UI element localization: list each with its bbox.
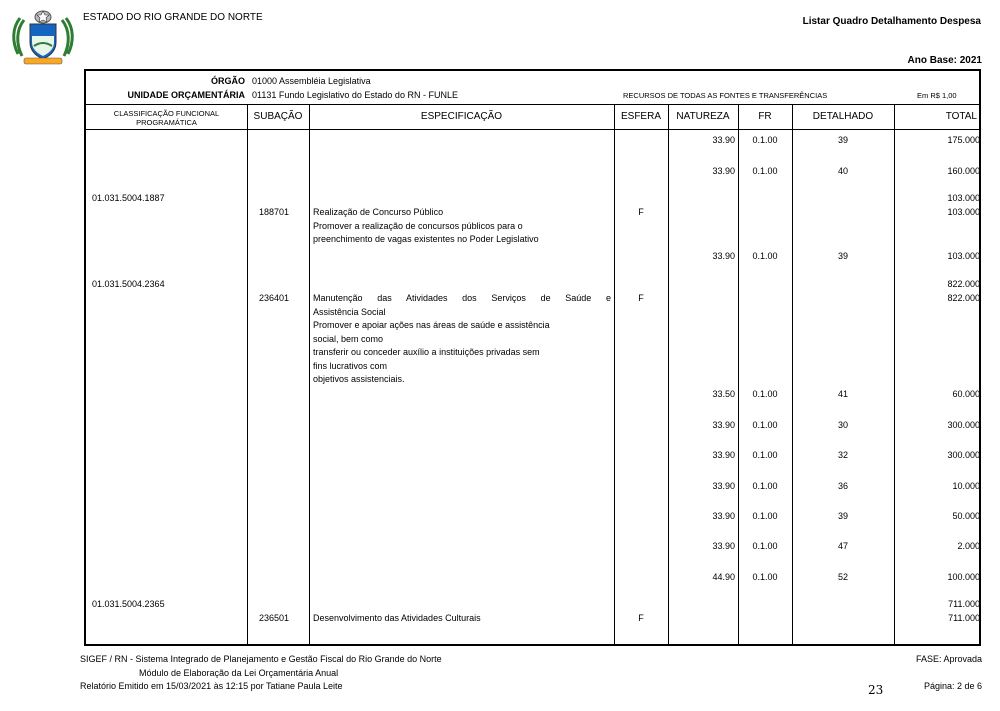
row-natureza: 33.90 xyxy=(712,481,735,491)
row-total: 160.000 xyxy=(947,166,980,176)
row-subacao: 236401 xyxy=(259,293,290,303)
row-total: 103.000 xyxy=(947,207,980,217)
row-total: 2.000 xyxy=(957,541,980,551)
unidade-value: 01131 Fundo Legislativo do Estado do RN - FUNLE xyxy=(252,90,458,100)
row-esfera: F xyxy=(638,293,644,303)
row-fonte-recurso: 0.1.00 xyxy=(752,166,778,176)
row-total: 300.000 xyxy=(947,420,980,430)
row-total: 60.000 xyxy=(952,389,980,399)
row-especificacao-line: fins lucrativos com xyxy=(313,360,388,371)
orgao-value: 01000 Assembléia Legislativa xyxy=(252,76,371,86)
row-subacao: 236501 xyxy=(259,613,290,623)
row-classificacao: 01.031.5004.1887 xyxy=(92,193,165,203)
row-total: 10.000 xyxy=(952,481,980,491)
row-classificacao: 01.031.5004.2365 xyxy=(92,599,165,609)
row-esfera: F xyxy=(638,613,644,623)
row-esfera: F xyxy=(638,207,644,217)
row-natureza: 33.90 xyxy=(712,251,735,261)
col-header-natureza: NATUREZA xyxy=(676,111,730,122)
col-header-especificacao: ESPECIFICAÇÃO xyxy=(420,111,503,122)
row-fonte-recurso: 0.1.00 xyxy=(752,481,778,491)
col-separator xyxy=(668,105,669,646)
row-fonte-recurso: 0.1.00 xyxy=(752,450,778,460)
row-fonte-recurso: 0.1.00 xyxy=(752,135,778,145)
row-natureza: 33.50 xyxy=(712,389,735,399)
row-detalhado: 39 xyxy=(837,251,848,261)
row-detalhado: 30 xyxy=(837,420,848,430)
col-separator xyxy=(614,105,615,646)
row-especificacao-line: Promover e apoiar ações nas áreas de saúde e assistência xyxy=(313,320,550,330)
header-bottom-rule xyxy=(86,129,979,130)
row-natureza: 33.90 xyxy=(712,420,735,430)
row-subacao: 188701 xyxy=(259,207,290,217)
currency-label: Em R$ 1,00 xyxy=(917,91,957,100)
base-year: Ano Base: 2021 xyxy=(907,55,982,66)
row-especificacao-line: Promover a realização de concursos públicos para o xyxy=(313,220,523,231)
col-separator xyxy=(792,105,793,646)
col-header-subacao: SUBAÇÃO xyxy=(253,111,303,122)
col-header-fr: FR xyxy=(758,111,772,122)
col-header-total: TOTAL xyxy=(945,111,977,122)
row-detalhado: 47 xyxy=(837,541,848,551)
row-fonte-recurso: 0.1.00 xyxy=(752,420,778,430)
row-detalhado: 36 xyxy=(837,481,848,491)
row-fonte-recurso: 0.1.00 xyxy=(752,511,778,521)
report-table-frame xyxy=(84,69,981,646)
col-separator xyxy=(309,105,310,646)
col-separator xyxy=(247,105,248,646)
row-fonte-recurso: 0.1.00 xyxy=(752,541,778,551)
row-total: 50.000 xyxy=(952,511,980,521)
col-header-classificacao-line1: CLASSIFICAÇÃO FUNCIONAL xyxy=(113,109,220,118)
footer-phase: FASE: Aprovada xyxy=(915,654,982,664)
row-total: 711.000 xyxy=(948,599,980,609)
row-especificacao-line: Desenvolvimento das Atividades Culturais xyxy=(313,613,481,623)
report-title: Listar Quadro Detalhamento Despesa xyxy=(802,16,981,27)
row-total: 100.000 xyxy=(947,572,980,582)
row-natureza: 33.90 xyxy=(712,541,735,551)
row-natureza: 33.90 xyxy=(712,450,735,460)
row-natureza: 33.90 xyxy=(712,511,735,521)
row-detalhado: 41 xyxy=(837,389,848,399)
unidade-label: UNIDADE ORÇAMENTÁRIA xyxy=(127,90,245,100)
row-especificacao-line: transferir ou conceder auxílio a instituições privadas sem xyxy=(313,347,540,357)
footer-page-indicator: Página: 2 de 6 xyxy=(923,681,982,691)
row-detalhado: 40 xyxy=(837,166,848,176)
state-name: ESTADO DO RIO GRANDE DO NORTE xyxy=(83,12,263,23)
row-total: 711.000 xyxy=(948,613,980,623)
row-natureza: 44.90 xyxy=(712,572,735,582)
row-especificacao-line: Manutenção das Atividades dos Serviços de Saúde e xyxy=(313,293,611,303)
row-fonte-recurso: 0.1.00 xyxy=(752,572,778,582)
col-header-detalhado: DETALHADO xyxy=(812,111,874,122)
row-detalhado: 39 xyxy=(837,135,848,145)
row-detalhado: 39 xyxy=(837,511,848,521)
col-header-esfera: ESFERA xyxy=(620,111,661,122)
footer-system-name: SIGEF / RN - Sistema Integrado de Planejamento e Gestão Fiscal do Rio Grande do Norte xyxy=(80,654,442,664)
footer-module-name: Módulo de Elaboração da Lei Orçamentária Anual xyxy=(139,668,339,678)
row-total: 300.000 xyxy=(947,450,980,460)
row-total: 103.000 xyxy=(947,193,980,203)
row-total: 103.000 xyxy=(947,251,980,261)
row-natureza: 33.90 xyxy=(712,166,735,176)
row-especificacao-line: objetivos assistenciais. xyxy=(313,374,405,384)
handwritten-page-number: 23 xyxy=(868,683,884,697)
footer-emission-info: Relatório Emitido em 15/03/2021 às 12:15 por Tatiane Paula Leite xyxy=(80,681,343,691)
state-crest-logo xyxy=(10,8,76,68)
col-separator xyxy=(894,105,895,646)
row-natureza: 33.90 xyxy=(712,135,735,145)
row-total: 822.000 xyxy=(947,293,980,303)
row-fonte-recurso: 0.1.00 xyxy=(752,389,778,399)
row-classificacao: 01.031.5004.2364 xyxy=(92,279,165,289)
row-detalhado: 52 xyxy=(837,572,848,582)
col-header-classificacao-line2: PROGRAMÁTICA xyxy=(136,118,197,127)
row-especificacao-line: preenchimento de vagas existentes no Poder Legislativo xyxy=(313,234,539,244)
resources-label: RECURSOS DE TODAS AS FONTES E TRANSFERÊNCIAS xyxy=(623,91,828,100)
col-separator xyxy=(738,105,739,646)
row-especificacao-line: social, bem como xyxy=(313,333,384,344)
col-header-classificacao xyxy=(86,109,247,127)
orgao-label: ÓRGÃO xyxy=(210,76,245,86)
row-detalhado: 32 xyxy=(837,450,848,460)
row-total: 175.000 xyxy=(947,135,980,145)
row-total: 822.000 xyxy=(947,279,980,289)
row-fonte-recurso: 0.1.00 xyxy=(752,251,778,261)
row-especificacao-line: Realização de Concurso Público xyxy=(313,207,444,217)
row-especificacao-line: Assistência Social xyxy=(313,306,386,317)
header-top-rule xyxy=(86,104,979,105)
